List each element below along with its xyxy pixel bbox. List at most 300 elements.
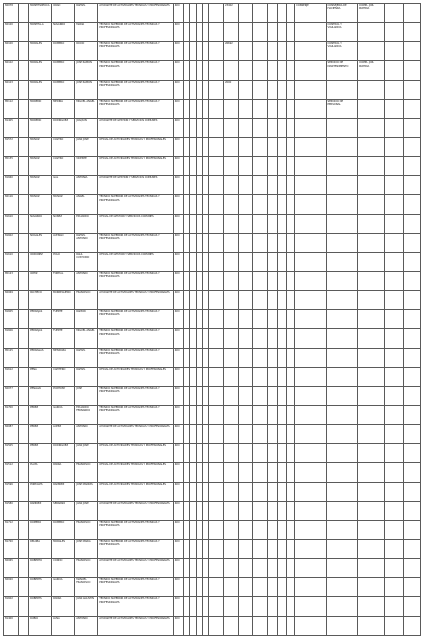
note-2 (404, 252, 421, 271)
row-number: 81712 (4, 520, 19, 539)
value (267, 329, 277, 348)
job-title: TÉCNICO SUPERIOR DE ACTIVIDADES TÉCNICAS Y PROFESIONALES (98, 539, 173, 558)
code-4 (253, 367, 268, 386)
note-2 (404, 482, 421, 501)
row-number: 81610 (4, 252, 19, 271)
code-2 (223, 233, 238, 252)
first-name: JOSÉ MANUEL (75, 482, 98, 501)
row-number: 81606 (4, 329, 19, 348)
department: CONTROL Y VIGILANCIA (326, 23, 357, 42)
code-1 (209, 367, 224, 386)
note (385, 80, 404, 99)
code-1 (209, 61, 224, 80)
note (385, 176, 404, 195)
code-2 (223, 329, 238, 348)
note-2 (404, 157, 421, 176)
value (267, 252, 277, 271)
surname-1: PEDRAGAS (29, 348, 52, 367)
code-4 (253, 4, 268, 23)
complement (357, 137, 384, 156)
destination (295, 252, 326, 271)
code-3 (238, 501, 253, 520)
row-code (18, 444, 28, 463)
row-code (18, 233, 28, 252)
surname-2: BORREGUERO (52, 291, 75, 310)
code-2 (223, 425, 238, 444)
field-2 (286, 405, 294, 424)
code-4 (253, 405, 268, 424)
first-name: FRANCISCO (75, 520, 98, 539)
note-2 (404, 559, 421, 578)
surname-2: PARRA (52, 463, 75, 482)
code-4 (253, 271, 268, 290)
value (267, 425, 277, 444)
row-number: 82100 (4, 42, 19, 61)
table-row (4, 348, 421, 367)
surname-2: FUERTE (52, 310, 75, 329)
row-code (18, 367, 28, 386)
job-title: OFICIAL DE ACTIVIDADES TÉCNICAS Y PROFESIONALES (98, 157, 173, 176)
group: 4DC (173, 444, 183, 463)
table-row (4, 157, 421, 176)
destination (295, 214, 326, 233)
group: 4DC (173, 405, 183, 424)
note-2 (404, 61, 421, 80)
department (326, 616, 357, 635)
field-2 (286, 616, 294, 635)
destination (295, 310, 326, 329)
code-4 (253, 214, 268, 233)
department (326, 482, 357, 501)
surname-1: MORALES (29, 61, 52, 80)
value (267, 233, 277, 252)
row-number: 81580 (4, 501, 19, 520)
job-title: TÉCNICO SUPERIOR DE ACTIVIDADES TÉCNICAS Y PROFESIONALES (98, 329, 173, 348)
note-2 (404, 80, 421, 99)
row-number: 82078 (4, 4, 19, 23)
complement (357, 291, 384, 310)
field-1 (278, 520, 286, 539)
surname-1: MORALES (29, 42, 52, 61)
first-name: EDUARDO FERNANDO (75, 405, 98, 424)
table-row (4, 616, 421, 635)
surname-2: GARCÍA (52, 578, 75, 597)
surname-2: ROMERO (52, 42, 75, 61)
first-name: VICENTE (75, 157, 98, 176)
row-code (18, 616, 28, 635)
row-code (18, 214, 28, 233)
note-2 (404, 271, 421, 290)
surname-2: FORTIAL (52, 271, 75, 290)
code-2 (223, 616, 238, 635)
surname-2: ROMERO (52, 520, 75, 539)
value (267, 157, 277, 176)
row-number: 81505 (4, 444, 19, 463)
surname-2: ROMERO (52, 80, 75, 99)
row-number: 82087 (4, 425, 19, 444)
group: 4DC (173, 616, 183, 635)
job-title: TÉCNICO SUPERIOR DE ACTIVIDADES TÉCNICAS Y PROFESIONALES (98, 99, 173, 118)
table-row (4, 23, 421, 42)
group: 4DC (173, 463, 183, 482)
row-code (18, 176, 28, 195)
job-title: TÉCNICO SUPERIOR DE ACTIVIDADES TÉCNICAS Y PROFESIONALES (98, 520, 173, 539)
code-2 (223, 463, 238, 482)
job-title: OFICIAL DE ACTIVIDADES TÉCNICAS Y PROFESIONALES (98, 137, 173, 156)
value (267, 405, 277, 424)
field-2 (286, 233, 294, 252)
complement (357, 195, 384, 214)
field-1 (278, 501, 286, 520)
surname-2: LÓPEZ (52, 425, 75, 444)
complement (357, 348, 384, 367)
note-2 (404, 444, 421, 463)
surname-2: RAMÍREZ (52, 482, 75, 501)
first-name: JUAN JOSÉ (75, 444, 98, 463)
note-2 (404, 405, 421, 424)
value (267, 4, 277, 23)
group: 4DC (173, 539, 183, 558)
code-1 (209, 329, 224, 348)
first-name: FRANCISCO (75, 559, 98, 578)
code-4 (253, 578, 268, 597)
first-name: MANUEL FRANCISCO (75, 578, 98, 597)
row-code (18, 501, 28, 520)
department: CONSEJERÍA DE HACIENDA (326, 4, 357, 23)
code-1 (209, 137, 224, 156)
note (385, 310, 404, 329)
code-1 (209, 252, 224, 271)
code-3 (238, 157, 253, 176)
value (267, 386, 277, 405)
row-number: 82102 (4, 61, 19, 80)
first-name: RAFAEL (75, 367, 98, 386)
job-title: TÉCNICO SUPERIOR DE ACTIVIDADES TÉCNICAS Y PROFESIONALES (98, 310, 173, 329)
department (326, 425, 357, 444)
department (326, 310, 357, 329)
group: 4DC (173, 271, 183, 290)
row-code (18, 578, 28, 597)
value (267, 271, 277, 290)
first-name: JOAQUÍN (75, 118, 98, 137)
complement (357, 597, 384, 616)
destination (295, 386, 326, 405)
note (385, 539, 404, 558)
code-4 (253, 137, 268, 156)
code-4 (253, 176, 268, 195)
surname-2: CASTRO (52, 157, 75, 176)
row-code (18, 463, 28, 482)
value (267, 23, 277, 42)
first-name: ANTONIO (75, 271, 98, 290)
field-2 (286, 195, 294, 214)
department (326, 329, 357, 348)
table-row (4, 195, 421, 214)
note (385, 425, 404, 444)
code-1 (209, 291, 224, 310)
note-2 (404, 597, 421, 616)
code-2 (223, 118, 238, 137)
surname-1: ROBERTS (29, 578, 52, 597)
code-1 (209, 501, 224, 520)
first-name: JOSÉ MARÍA (75, 539, 98, 558)
surname-2: NAVARRO (52, 23, 75, 42)
code-3 (238, 61, 253, 80)
group: 4DC (173, 42, 183, 61)
surname-1: RAMÍREZ (29, 501, 52, 520)
department (326, 252, 357, 271)
job-title: OFICIAL DE ACTIVIDADES TÉCNICAS Y PROFESIONALES (98, 482, 173, 501)
code-1 (209, 271, 224, 290)
field-2 (286, 271, 294, 290)
code-3 (238, 539, 253, 558)
row-code (18, 405, 28, 424)
code-4 (253, 80, 268, 99)
note-2 (404, 195, 421, 214)
value (267, 348, 277, 367)
destination (295, 61, 326, 80)
destination (295, 291, 326, 310)
first-name: RAFAEL (75, 348, 98, 367)
code-2: 2000 (223, 80, 238, 99)
department (326, 559, 357, 578)
department (326, 137, 357, 156)
note (385, 616, 404, 635)
group: 4DC (173, 214, 183, 233)
code-2 (223, 157, 238, 176)
destination (295, 463, 326, 482)
code-3 (238, 252, 253, 271)
note-2 (404, 99, 421, 118)
code-1 (209, 80, 224, 99)
field-1 (278, 176, 286, 195)
table-row (4, 118, 421, 137)
note (385, 578, 404, 597)
row-number: 82103 (4, 80, 19, 99)
surname-2: RODRÍGUEZ (52, 118, 75, 137)
row-number: 82065 (4, 559, 19, 578)
first-name: ANTONIO (75, 616, 98, 635)
department (326, 118, 357, 137)
row-code (18, 482, 28, 501)
field-1 (278, 367, 286, 386)
note-2 (404, 348, 421, 367)
code-2 (223, 195, 238, 214)
value (267, 444, 277, 463)
group: 4DC (173, 61, 183, 80)
surname-2: MUÑOZ (52, 195, 75, 214)
group: 4DC (173, 310, 183, 329)
destination (295, 539, 326, 558)
row-number: 81512 (4, 463, 19, 482)
job-title: TÉCNICO SUPERIOR DE ACTIVIDADES TÉCNICAS Y PROFESIONALES (98, 578, 173, 597)
field-2 (286, 176, 294, 195)
surname-1: MUÑOZ (29, 137, 52, 156)
code-3 (238, 348, 253, 367)
destination (295, 520, 326, 539)
surname-2: MENDOZA (52, 348, 75, 367)
code-4 (253, 501, 268, 520)
row-number: 81660 (4, 176, 19, 195)
field-1 (278, 616, 286, 635)
row-code (18, 252, 28, 271)
field-1 (278, 157, 286, 176)
group: 4DC (173, 348, 183, 367)
value (267, 61, 277, 80)
group: 4DC (173, 195, 183, 214)
field-1 (278, 329, 286, 348)
surname-1: ROMERO (29, 520, 52, 539)
code-1 (209, 405, 224, 424)
code-4 (253, 520, 268, 539)
field-1 (278, 214, 286, 233)
code-3 (238, 271, 253, 290)
row-number: 81612 (4, 367, 19, 386)
field-1 (278, 559, 286, 578)
field-2 (286, 348, 294, 367)
field-1 (278, 310, 286, 329)
row-number: 81720 (4, 539, 19, 558)
group: 4DC (173, 386, 183, 405)
code-2 (223, 520, 238, 539)
job-title: TÉCNICO SUPERIOR DE ACTIVIDADES TÉCNICAS Y PROFESIONALES (98, 61, 173, 80)
code-3 (238, 118, 253, 137)
code-4 (253, 310, 268, 329)
row-number: 82077 (4, 386, 19, 405)
value (267, 214, 277, 233)
group: 4DC (173, 233, 183, 252)
row-number: 82116 (4, 195, 19, 214)
group: 4DC (173, 559, 183, 578)
code-3 (238, 616, 253, 635)
code-3 (238, 233, 253, 252)
group: 4DC (173, 578, 183, 597)
field-2 (286, 463, 294, 482)
surname-1: PÉREZ (29, 425, 52, 444)
surname-2: PARRA (52, 597, 75, 616)
code-2 (223, 444, 238, 463)
job-title: TÉCNICO SUPERIOR DE ACTIVIDADES TÉCNICAS Y PROFESIONALES (98, 271, 173, 290)
surname-1: MUÑOZ (29, 176, 52, 195)
destination (295, 271, 326, 290)
first-name: JOSÉ (75, 386, 98, 405)
row-number: 81572 (4, 137, 19, 156)
row-number: 81400 (4, 616, 19, 635)
note (385, 214, 404, 233)
note-2 (404, 520, 421, 539)
row-code (18, 23, 28, 42)
surname-1: NOGALES (29, 233, 52, 252)
field-1 (278, 291, 286, 310)
destination (295, 42, 326, 61)
first-name: MIGUEL ÁNGEL (75, 99, 98, 118)
surname-2: NÚÑEZ (52, 214, 75, 233)
destination (295, 23, 326, 42)
complement (357, 539, 384, 558)
group: 4DC (173, 176, 183, 195)
note-2 (404, 463, 421, 482)
field-1 (278, 539, 286, 558)
group: 4DC (173, 367, 183, 386)
group: 4DC (173, 4, 183, 23)
first-name: ANTONIA (75, 176, 98, 195)
row-number: 85125 (4, 348, 19, 367)
table-row (4, 61, 421, 80)
row-number: 81602 (4, 233, 19, 252)
code-1 (209, 23, 224, 42)
field-1 (278, 425, 286, 444)
field-1 (278, 386, 286, 405)
department (326, 539, 357, 558)
first-name: JUAN JOSÉ (75, 501, 98, 520)
job-title: AYUDANTE DE ACTIVIDADES TÉCNICAS Y PROFESIONALES (98, 559, 173, 578)
code-2 (223, 99, 238, 118)
code-2 (223, 482, 238, 501)
complement (357, 118, 384, 137)
complement: COMPL. JOR. PARTIDA (357, 61, 384, 80)
table-row (4, 597, 421, 616)
department (326, 520, 357, 539)
department (326, 291, 357, 310)
code-4 (253, 463, 268, 482)
field-1 (278, 42, 286, 61)
note (385, 157, 404, 176)
code-3 (238, 195, 253, 214)
field-2 (286, 137, 294, 156)
job-title: TÉCNICO SUPERIOR DE ACTIVIDADES TÉCNICAS Y PROFESIONALES (98, 386, 173, 405)
group: 4DC (173, 252, 183, 271)
surname-2: FUERTE (52, 329, 75, 348)
note-2 (404, 539, 421, 558)
complement (357, 310, 384, 329)
code-4 (253, 118, 268, 137)
field-2 (286, 425, 294, 444)
first-name: RAFAEL ANTONIO (75, 233, 98, 252)
table-row (4, 99, 421, 118)
field-2 (286, 578, 294, 597)
field-2 (286, 559, 294, 578)
row-code (18, 80, 28, 99)
field-1 (278, 482, 286, 501)
first-name: JUAN JOSÉ (75, 137, 98, 156)
surname-2: CAPITERO (52, 367, 75, 386)
code-3 (238, 482, 253, 501)
value (267, 195, 277, 214)
code-1 (209, 118, 224, 137)
field-1 (278, 252, 286, 271)
code-1 (209, 578, 224, 597)
note-2 (404, 214, 421, 233)
code-3 (238, 176, 253, 195)
job-title: OFICIAL DE GESTIÓN Y SERVICIOS COMUNES (98, 252, 173, 271)
department (326, 463, 357, 482)
job-title: OFICIAL DE GESTIÓN Y SERVICIOS COMUNES (98, 214, 173, 233)
surname-2: SERRANO (52, 501, 75, 520)
first-name: JUAN AGUSTÍN (75, 597, 98, 616)
surname-2: PONTONY (52, 386, 75, 405)
job-title: AYUDANTE DE ACTIVIDADES TÉCNICAS Y PROFESIONALES (98, 4, 173, 23)
code-2 (223, 61, 238, 80)
code-1 (209, 214, 224, 233)
group: 4DC (173, 137, 183, 156)
table-row (4, 539, 421, 558)
department (326, 386, 357, 405)
first-name: MIGUEL ÁNGEL (75, 329, 98, 348)
note (385, 520, 404, 539)
row-code (18, 271, 28, 290)
destination (295, 157, 326, 176)
value (267, 501, 277, 520)
